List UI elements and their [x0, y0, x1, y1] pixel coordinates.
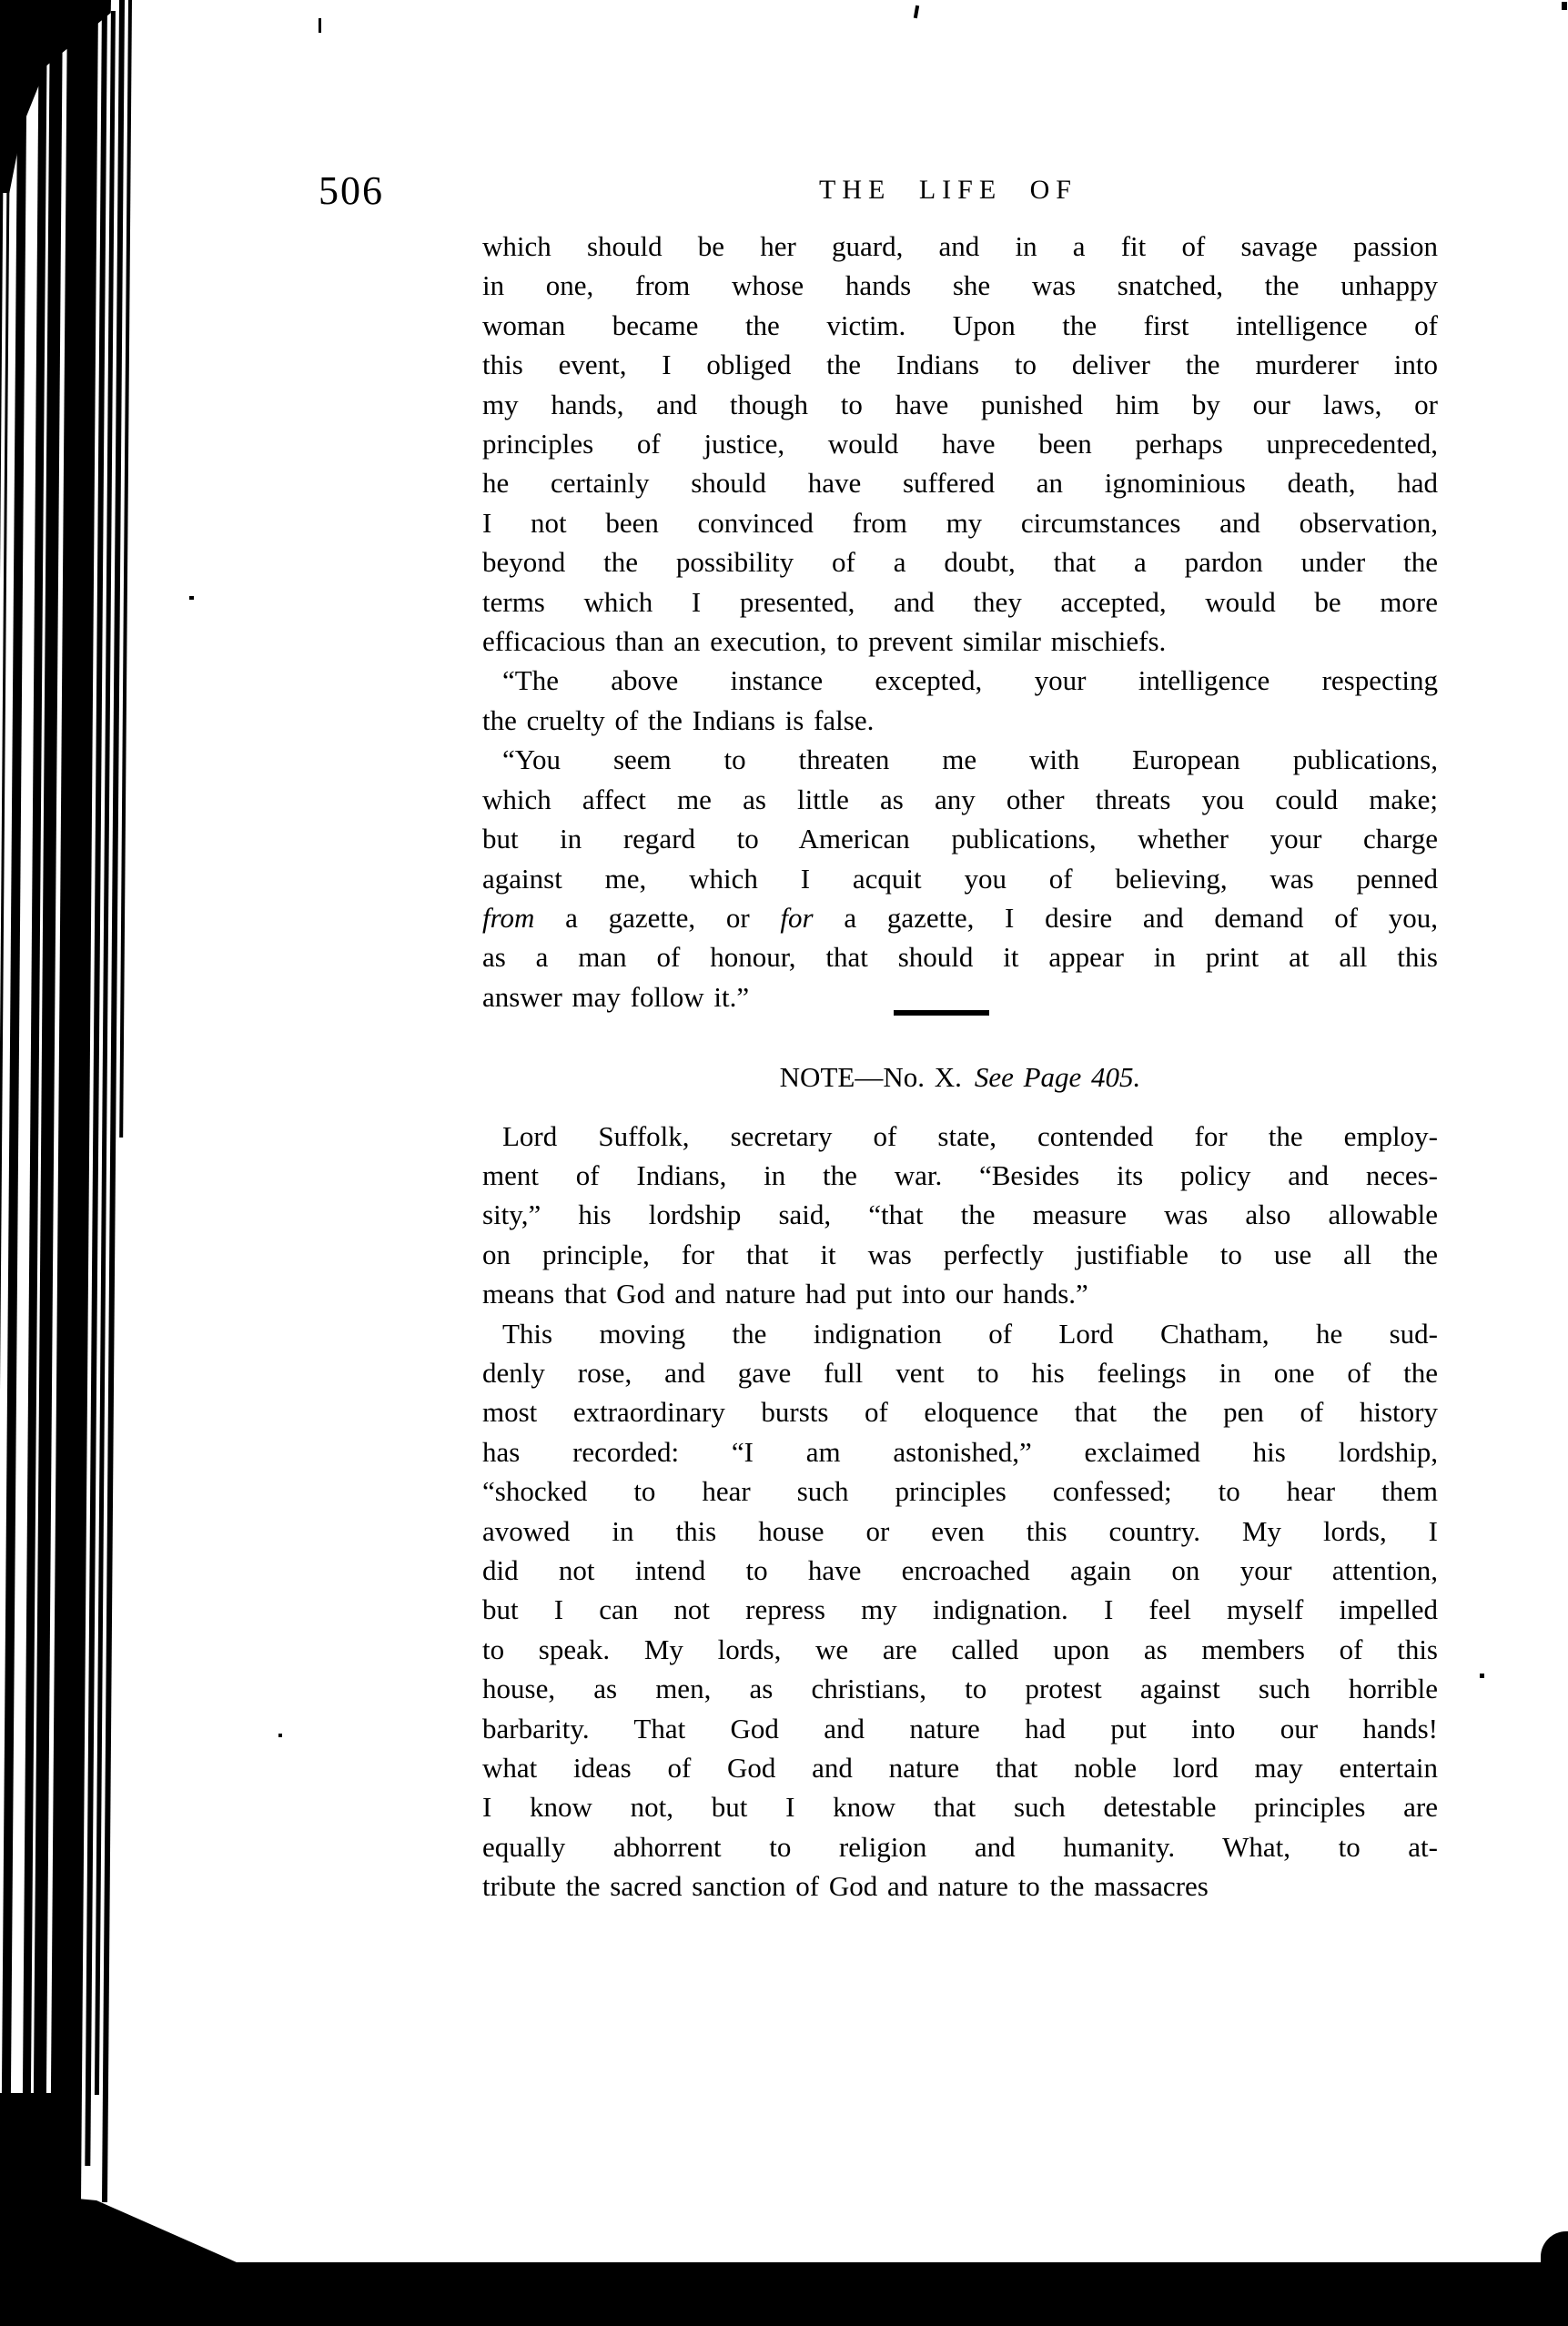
scan-speck: [189, 596, 194, 600]
text-segment: most extraordinary bursts of eloquence that the pen of history: [482, 1396, 1438, 1429]
text-line: [482, 345, 1438, 384]
text-segment: which affect me as little as any other threats you could make;: [482, 783, 1438, 815]
text-line: [482, 1630, 1438, 1669]
text-segment: I know not, but I know that such detestable principles are: [482, 1791, 1438, 1824]
text-segment: what ideas of God and nature that noble lord may entertain: [482, 1752, 1438, 1785]
text-segment: Lord Suffolk, secretary of state, contended for the employ-: [502, 1119, 1438, 1152]
scan-speck: [319, 18, 321, 33]
scan-speck: [1562, 2, 1567, 10]
text-line: [482, 1512, 1438, 1551]
text-segment: in one, from whose hands she was snatched, the unhappy: [482, 269, 1438, 302]
text-segment: answer may follow it.”: [482, 980, 750, 1013]
text-segment: a gazette, I desire and demand of you,: [813, 901, 1438, 934]
text-line: [482, 780, 1438, 819]
text-line: [482, 1392, 1438, 1431]
text-segment: house, as men, as christians, to protest against such horrible: [482, 1673, 1438, 1705]
text-segment: “shocked to hear such principles confessed; to hear them: [482, 1475, 1438, 1508]
text-segment: efficacious than an execution, to prevent similar mischiefs.: [482, 625, 1167, 658]
text-line: [482, 1117, 1438, 1156]
text-line: [482, 1432, 1438, 1471]
text-segment: ment of Indians, in the war. “Besides its policy and neces-: [482, 1158, 1438, 1191]
text-line: [482, 542, 1438, 582]
text-line: [482, 1748, 1438, 1787]
text-line: [482, 1274, 1438, 1313]
text-segment: woman became the victim. Upon the first intelligence of: [482, 308, 1438, 341]
text-line: [482, 1787, 1438, 1826]
italic-text: from: [482, 901, 535, 934]
text-line: [482, 1471, 1438, 1511]
scan-speck: [278, 1734, 282, 1737]
text-segment: I not been convinced from my circumstances and observation,: [482, 506, 1438, 539]
page-number: 506: [319, 168, 384, 213]
text-segment: tribute the sacred sanction of God and nature to the massacres: [482, 1870, 1209, 1903]
text-segment: This moving the indignation of Lord Chatham, he sud-: [502, 1317, 1438, 1350]
text-line: [482, 819, 1438, 858]
text-segment: NOTE—No. X.: [779, 1061, 962, 1094]
text-segment: to speak. My lords, we are called upon as members of this: [482, 1633, 1438, 1665]
text-segment: against me, which I acquit you of believing, was penned: [482, 862, 1438, 895]
text-line: [482, 582, 1438, 622]
italic-text: See Page 405.: [974, 1061, 1141, 1094]
text-segment: “You seem to threaten me with European publications,: [502, 743, 1438, 776]
text-segment: beyond the possibility of a doubt, that a pardon under the: [482, 546, 1438, 579]
text-line: [482, 1156, 1438, 1195]
text-segment: which should be her guard, and in a fit of savage passion: [482, 230, 1438, 262]
text-line: [482, 1709, 1438, 1748]
text-segment: “The above instance excepted, your intelligence respecting: [502, 664, 1438, 697]
text-line: [482, 1195, 1438, 1234]
scan-gutter-artifact: [0, 0, 159, 2326]
text-line: [482, 898, 1438, 937]
text-line: [482, 622, 1438, 661]
text-line: [482, 937, 1438, 976]
text-line: [482, 227, 1438, 266]
text-segment: equally abhorrent to religion and humanity. What, to at-: [482, 1830, 1438, 1863]
paragraph: [482, 227, 1438, 661]
text-segment: barbarity. That God and nature had put into our hands!: [482, 1712, 1438, 1744]
scan-speck: [1480, 1674, 1484, 1678]
text-line: [482, 424, 1438, 463]
note-heading: [482, 1057, 1438, 1097]
text-segment: but in regard to American publications, whether your charge: [482, 823, 1438, 855]
text-line: [482, 1314, 1438, 1353]
text-line: [482, 503, 1438, 542]
running-header: THE LIFE OF: [819, 175, 1077, 205]
scan-bottom-right-curl: [1541, 2231, 1568, 2326]
paragraph: [482, 661, 1438, 740]
text-column: [482, 227, 1438, 1906]
text-line: [482, 859, 1438, 898]
paragraph: [482, 1314, 1438, 1906]
text-line: [482, 661, 1438, 700]
scan-bottom-band: [0, 2262, 1568, 2326]
text-segment: avowed in this house or even this country. My lords, I: [482, 1514, 1438, 1547]
paragraph: [482, 1117, 1438, 1314]
text-line: [482, 1669, 1438, 1708]
text-segment: a gazette, or: [534, 901, 781, 934]
text-line: [482, 385, 1438, 424]
text-segment: he certainly should have suffered an ignominious death, had: [482, 467, 1438, 500]
text-segment: but I can not repress my indignation. I feel myself impelled: [482, 1593, 1438, 1626]
text-segment: my hands, and though to have punished him by our laws, or: [482, 388, 1438, 420]
text-segment: means that God and nature had put into our hands.”: [482, 1278, 1088, 1310]
text-segment: denly rose, and gave full vent to his feelings in one of the: [482, 1356, 1438, 1389]
text-segment: has recorded: “I am astonished,” exclaimed his lordship,: [482, 1435, 1438, 1468]
text-segment: this event, I obliged the Indians to deliver the murderer into: [482, 349, 1438, 381]
text-line: [482, 1827, 1438, 1866]
text-segment: as a man of honour, that should it appear in print at all this: [482, 941, 1438, 974]
text-segment: did not intend to have encroached again on your attention,: [482, 1554, 1438, 1586]
text-line: [482, 463, 1438, 502]
scan-speck: [914, 5, 919, 18]
text-segment: on principle, for that it was perfectly justifiable to use all the: [482, 1238, 1438, 1270]
text-segment: the cruelty of the Indians is false.: [482, 703, 875, 736]
text-line: [482, 701, 1438, 740]
text-segment: terms which I presented, and they accepted, would be more: [482, 585, 1438, 618]
text-line: [482, 740, 1438, 779]
text-line: [482, 1057, 1438, 1097]
text-line: [482, 266, 1438, 305]
text-line: [482, 1353, 1438, 1392]
italic-text: for: [780, 901, 814, 934]
text-segment: principles of justice, would have been perhaps unprecedented,: [482, 428, 1438, 460]
section-rule: [894, 1010, 989, 1016]
paragraph: [482, 740, 1438, 1016]
text-line: [482, 1866, 1438, 1906]
text-line: [482, 1590, 1438, 1629]
text-segment: sity,” his lordship said, “that the measure was also allowable: [482, 1198, 1438, 1231]
text-line: [482, 1551, 1438, 1590]
text-line: [482, 306, 1438, 345]
text-line: [482, 1235, 1438, 1274]
